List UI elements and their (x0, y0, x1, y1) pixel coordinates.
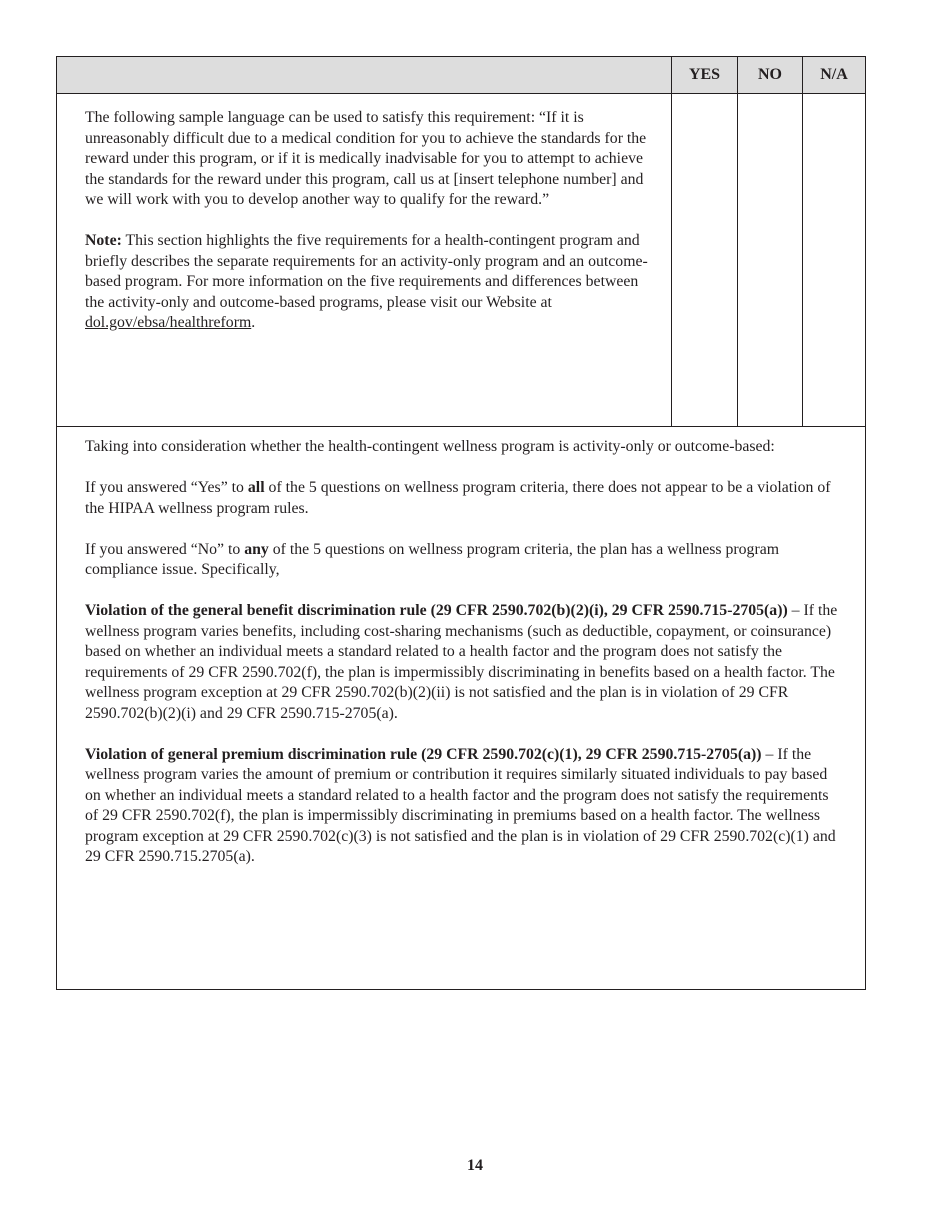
benefit-violation-paragraph (85, 601, 845, 724)
benefit-violation-heading: Violation of the general benefit discrimination rule (29 CFR 2590.702(b)(2)(i), 29 CFR 2590.715-2705(a)) (85, 602, 788, 619)
column-divider (737, 94, 738, 427)
sample-language-paragraph: The following sample language can be used to satisfy this requirement: “If it is unreasonably difficult due to a medical condition for you to achieve the standards for the reward under this program, or if it is medically inadvisable for you to attempt to achieve the standards for the reward under this program, call us at [insert telephone number] and we will work with you to develop another way to qualify for the reward.” (85, 109, 647, 208)
column-header-na: N/A (802, 57, 865, 93)
no-paragraph (85, 540, 845, 581)
table-row (57, 94, 865, 427)
premium-violation-paragraph (85, 745, 845, 868)
premium-violation-heading: Violation of general premium discrimination rule (29 CFR 2590.702(c)(1), 29 CFR 2590.715-2705(a)) (85, 745, 762, 763)
intro-paragraph: Taking into consideration whether the health-contingent wellness program is activity-only or outcome-based: (85, 438, 775, 455)
checklist-table (56, 56, 866, 990)
note-paragraph (85, 231, 660, 334)
yes-paragraph (85, 478, 845, 519)
column-header-no: NO (737, 57, 802, 93)
no-text-after: of the 5 questions on wellness program criteria, the plan has a wellness program compliance issue. Specifically, (85, 540, 780, 578)
benefit-violation-text: – If the wellness program varies benefits, including cost-sharing mechanisms (such as deductible, copayment, or coinsurance) based on whether an individual meets a standard related to a health factor and the program does not satisfy the requirements of 29 CFR 2590.702(f), the plan is impermissibly discriminating in benefits based on a health factor. The wellness program exception at 29 CFR 2590.702(b)(2)(ii) is not satisfied and the plan is in violation of 29 CFR 2590.702(b)(2)(i) and 29 CFR 2590.715-2705(a). (85, 602, 838, 722)
premium-violation-text: – If the wellness program varies the amount of premium or contribution it requires similarly situated individuals to pay based on whether an individual meets a standard related to a health factor and the program does not satisfy the requirements of 29 CFR 2590.702(f), the plan is impermissibly discriminating in premiums based on a health factor. The wellness program exception at 29 CFR 2590.702(c)(3) is not satisfied and the plan is in violation of 29 CFR 2590.702(c)(1) and 29 CFR 2590.715.2705(a). (85, 745, 836, 865)
column-header-yes: YES (671, 57, 737, 93)
yes-emphasis: all (247, 479, 265, 496)
table-header (57, 57, 865, 94)
no-emphasis: any (244, 540, 269, 558)
conclusion-cell (85, 437, 845, 888)
yes-text-before: If you answered “Yes” to (85, 479, 248, 496)
note-text: This section highlights the five requirements for a health-contingent program and briefly describes the separate requirements for an activity-only program and an outcome-based program. For more information on the five requirements and differences between the activity-only and outcome-based programs, please visit our Website at (85, 232, 648, 311)
question-cell (85, 108, 660, 354)
column-divider (802, 94, 803, 427)
note-end: . (251, 314, 256, 331)
row-divider (57, 426, 865, 427)
yes-text-after: of the 5 questions on wellness program criteria, there does not appear to be a violation of the HIPAA wellness program rules. (85, 479, 831, 517)
page-number: 14 (467, 1157, 483, 1174)
no-text-before: If you answered “No” to (85, 540, 245, 558)
column-divider (671, 94, 672, 427)
note-label: Note: (85, 232, 122, 249)
healthreform-link[interactable]: dol.gov/ebsa/healthreform (85, 314, 252, 331)
